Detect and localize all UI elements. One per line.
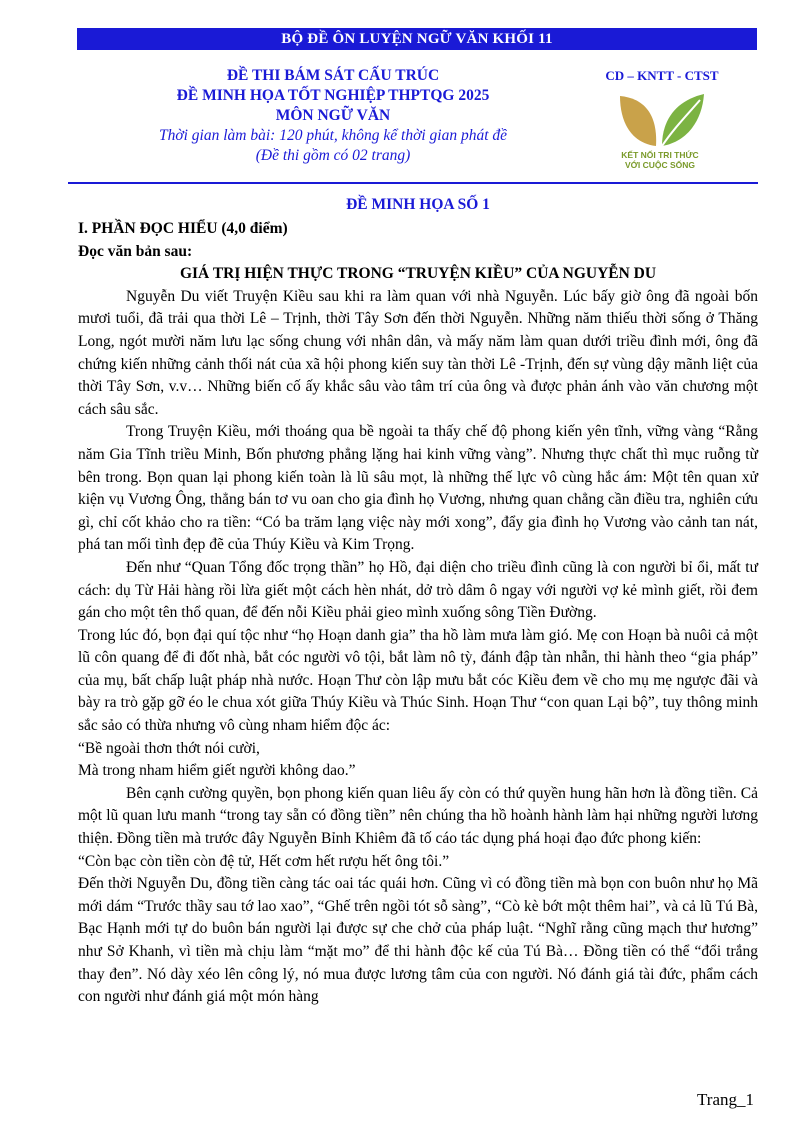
quote-line-3: “Còn bạc còn tiền còn đệ tử, Hết cơm hết rượu hết ông tôi.” — [78, 852, 450, 870]
paragraph-2: Trong Truyện Kiều, mới thoáng qua bề ngoài ta thấy chế độ phong kiến yên tĩnh, vững vàng “Rằng năm Gia Tĩnh triều Minh, Bốn phương phẳng lặng hai kinh vững vàng”. Nhưng thực chất thì mục ruỗng từ bên trong. Bọn quan lại phong kiến toàn là lũ sâu mọt, là những thế lực vô cùng hắc ám: Một tên quan xử kiện vụ Vương Ông, thẳng bán tơ vu oan cho gia đình họ Vương, nhưng quan chẳng cần điều tra, nghiên cứu gì, chỉ cốt khảo cho ra tiền: “Có ba trăm lạng việc này mới xong”, đẩy gia đình họ Vương vào cảnh tan nát, phá tan mối tình đẹp đẽ của Thúy Kiều và Kim Trọng. — [78, 423, 758, 554]
header-line-1: ĐỀ THI BÁM SÁT CẤU TRÚC — [226, 67, 440, 84]
paragraph-4: Trong lúc đó, bọn đại quí tộc như “họ Hoạn danh gia” tha hồ làm mưa làm gió. Mẹ con Hoạn bà nuôi cả một lũ côn quang để đi đốt nhà, bắt cóc người vô tội, bắt làm nô tỳ, đánh đập tàn nhẫn, thi hành theo “gia pháp” của mụ, bất chấp luật pháp nhà nước. Hoạn Thư còn lập mưu bắt cóc Kiều đem về cho mụ mẹ ngược đãi và bày ra trò gặp gỡ éo le chua xót giữa Thúy Kiều và Thúc Sinh. Hoạn Thư “con quan Lại bộ”, tuy thông minh sắc sảo có thừa nhưng vô cùng nham hiểm độc ác: — [78, 626, 758, 735]
series-banner: BỘ ĐỀ ÔN LUYỆN NGỮ VĂN KHỐI 11 — [77, 28, 757, 50]
logo-caption-line-1: KẾT NỐI TRI THỨC — [621, 150, 699, 160]
header-divider — [68, 182, 758, 184]
paragraph-6: Đến thời Nguyễn Du, đồng tiền càng tác oai tác quái hơn. Cũng vì có đồng tiền mà bọn con buôn như họ Mã mới dám “Trước thầy sau tớ lao xao”, “Ghế trên ngồi tót sỗ sàng”, “Cò kè bớt một thêm hai”, và cả lũ Tú Bà, Bạc Hạnh mới tự do buôn bán người lại được sự che chở của pháp luật. “Nghĩ rằng cũng mạch thư hương” như Sở Khanh, vì tiền mà chịu làm “mặt mo” để thi hành độc kế của Tú Bà… Đồng tiền có thể “đổi trắng thay đen”. Nó dày xéo lên công lý, nó mua được lương tâm của con người. Nó đánh giá tài đức, phẩm cách con người như đánh giá một món hàng — [78, 875, 758, 1006]
reading-section — [78, 218, 758, 1009]
logo-caption-line-2: VỚI CUỘC SỐNG — [624, 160, 696, 170]
paragraph-5: Bên cạnh cường quyền, bọn phong kiến quan liêu ấy còn có thứ quyền hung hãn hơn là đồng tiền. Cả một lũ quan lưu manh “trong tay sẵn có đồng tiền” nên chúng tha hồ hoành hành làm hại những người lương thiện. Đồng tiền mà trước đây Nguyễn Bỉnh Khiêm đã tố cáo tác dụng phá hoại đạo đức phong kiến: — [78, 784, 758, 848]
page-number: Trang_1 — [697, 1090, 754, 1109]
quote-line-1: “Bề ngoài thơn thớt nói cười, — [78, 739, 260, 757]
section-heading: I. PHẦN ĐỌC HIỂU (4,0 điểm) — [78, 220, 288, 237]
header-line-2: ĐỀ MINH HỌA TỐT NGHIỆP THPTQG 2025 — [176, 87, 490, 104]
time-limit: Thời gian làm bài: 120 phút, không kể thời gian phát đề — [158, 127, 508, 144]
paragraph-3: Đến như “Quan Tổng đốc trọng thần” họ Hồ, đại diện cho triều đình cũng là con người bỉ ổi, mất tư cách: dụ Từ Hải hàng rồi lừa giết một cách hèn nhát, dở trò dâm ô ngay với người vợ kẻ mình giết, rồi đem gán cho một tên thổ quan, để đến nỗi Kiều phải gieo mình xuống sông Tiền Đường. — [78, 558, 758, 622]
exam-header — [78, 66, 588, 166]
paragraph-1: Nguyễn Du viết Truyện Kiều sau khi ra làm quan với nhà Nguyễn. Lúc bấy giờ ông đã ngoài bốn mươi tuổi, đã trải qua thời Lê – Trịnh, thời Tây Sơn đến thời Nguyễn. Những năm thiếu thời sống ở Thăng Long, ngót mười năm lưu lạc sống chung với nhân dân, và mấy năm làm quan dưới triều đình mới, ông đã chứng kiến những cảnh thối nát của xã hội phong kiến suy tàn thời Lê -Trịnh, đến sự vùng dậy mãnh liệt của thời Tây Sơn, v.v… Những biến cố ấy khắc sâu vào tâm trí của ông và được phản ánh vào văn chương một cách sâu sắc. — [78, 287, 758, 418]
instruction: Đọc văn bản sau: — [78, 242, 193, 260]
textbook-series: CD – KNTT - CTST — [605, 68, 719, 83]
page-count-note: (Đề thi gồm có 02 trang) — [255, 147, 411, 164]
logo-caption — [600, 150, 720, 170]
passage-title: GIÁ TRỊ HIỆN THỰC TRONG “TRUYỆN KIỀU” CỦA NGUYỄN DU — [179, 265, 657, 283]
exam-title: ĐỀ MINH HỌA SỐ 1 — [346, 196, 490, 213]
header-line-3: MÔN NGỮ VĂN — [275, 107, 391, 124]
quote-line-2: Mà trong nham hiểm giết người không dao.” — [78, 762, 356, 780]
